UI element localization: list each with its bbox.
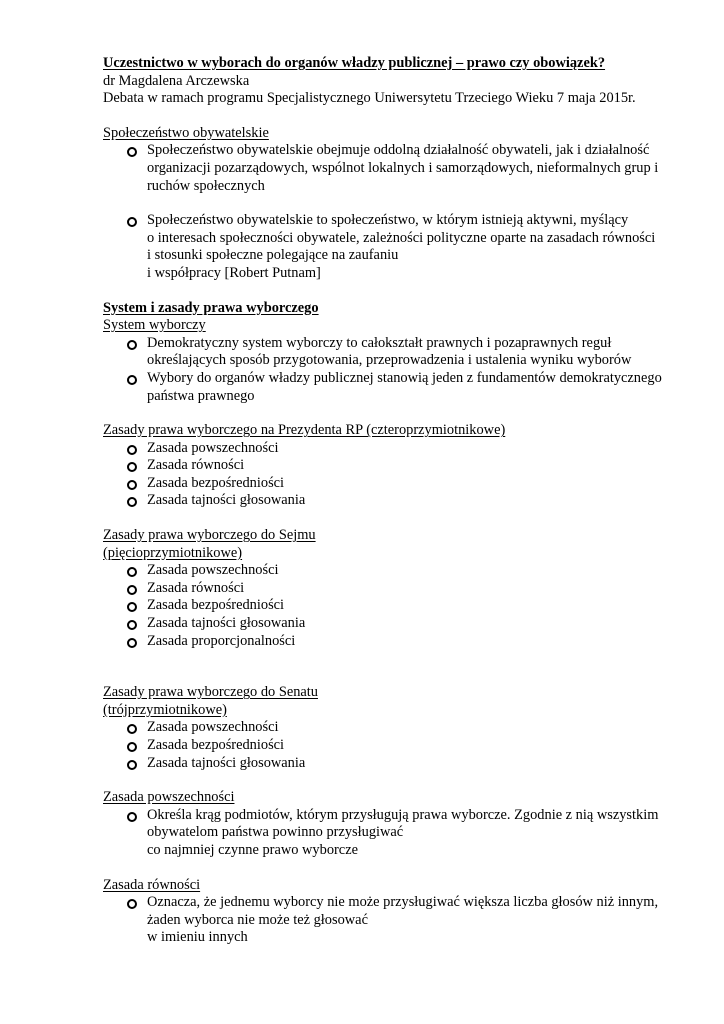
document-page bbox=[103, 55, 673, 947]
document-title: Uczestnictwo w wyborach do organów władzy publicznej – prawo czy obowiązek? bbox=[103, 55, 606, 71]
system-heading: System i zasady prawa wyborczego bbox=[103, 299, 319, 316]
civil-society-heading: Społeczeństwo obywatelskie bbox=[103, 124, 269, 141]
list-item: Zasada równości bbox=[103, 580, 673, 598]
list-item: Zasada powszechności bbox=[103, 562, 673, 580]
list-item-line: Określa krąg podmiotów, którym przysługują prawa wyborcze. Zgodnie z nią wszystkim bbox=[147, 806, 659, 823]
list-item-line: żaden wyborca nie może też głosować bbox=[147, 911, 368, 928]
list-item bbox=[103, 894, 673, 947]
equality-heading: Zasada równości bbox=[103, 876, 201, 893]
system-subheading: System wyborczy bbox=[103, 317, 206, 334]
senat-list bbox=[103, 719, 673, 772]
list-item-line: i stosunki społeczne polegające na zaufaniu bbox=[147, 247, 399, 264]
president-list bbox=[103, 440, 673, 510]
universality-heading: Zasada powszechności bbox=[103, 789, 235, 806]
president-heading: Zasady prawa wyborczego na Prezydenta RP (czteroprzymiotnikowe) bbox=[103, 422, 506, 439]
sejm-heading-sub: (pięcioprzymiotnikowe) bbox=[103, 544, 243, 561]
list-item: Zasada tajności głosowania bbox=[103, 492, 673, 510]
universality-list bbox=[103, 807, 673, 860]
sejm-heading: Zasady prawa wyborczego do Sejmu bbox=[103, 527, 316, 544]
list-item-line: co najmniej czynne prawo wyborcze bbox=[147, 841, 358, 858]
system-list bbox=[103, 335, 673, 405]
senat-heading: Zasady prawa wyborczego do Senatu bbox=[103, 684, 318, 701]
list-item-line: o interesach społeczności obywatele, zależności polityczne oparte na zasadach równości bbox=[147, 229, 656, 246]
list-item-line: Społeczeństwo obywatelskie to społeczeństwo, w którym istnieją aktywni, myślący bbox=[147, 212, 629, 229]
list-item-line: i współpracy [Robert Putnam] bbox=[147, 264, 321, 281]
author-line: dr Magdalena Arczewska bbox=[103, 72, 250, 89]
civil-society-list bbox=[103, 142, 673, 195]
list-item bbox=[103, 807, 673, 860]
list-item: Zasada bezpośredniości bbox=[103, 737, 673, 755]
list-item: Zasada tajności głosowania bbox=[103, 615, 673, 633]
list-item-line: w imieniu innych bbox=[147, 929, 248, 946]
list-item bbox=[103, 142, 673, 195]
list-item: Zasada równości bbox=[103, 457, 673, 475]
list-item: Zasada bezpośredniości bbox=[103, 597, 673, 615]
list-item: Zasada proporcjonalności bbox=[103, 633, 673, 651]
list-item bbox=[103, 370, 673, 405]
list-item bbox=[103, 335, 673, 370]
equality-list bbox=[103, 894, 673, 947]
list-item-line: organizacji pozarządowych, wspólnot lokalnych i samorządowych, nieformalnych grup i bbox=[147, 159, 659, 176]
list-item bbox=[103, 212, 673, 282]
list-item: Zasada bezpośredniości bbox=[103, 475, 673, 493]
list-item: Zasada powszechności bbox=[103, 440, 673, 458]
civil-society-list-2 bbox=[103, 212, 673, 282]
list-item-line: ruchów społecznych bbox=[147, 177, 265, 194]
event-line: Debata w ramach programu Specjalistycznego Uniwersytetu Trzeciego Wieku 7 maja 2015r. bbox=[103, 90, 636, 107]
list-item-line: państwa prawnego bbox=[147, 387, 255, 404]
list-item-line: obywatelom państwa powinno przysługiwać bbox=[147, 824, 404, 841]
list-item-line: Wybory do organów władzy publicznej stanowią jeden z fundamentów demokratycznego bbox=[147, 369, 662, 386]
sejm-list bbox=[103, 562, 673, 650]
list-item-line: Społeczeństwo obywatelskie obejmuje oddolną działalność obywateli, jak i działalność bbox=[147, 142, 650, 159]
senat-heading-sub: (trójprzymiotnikowe) bbox=[103, 701, 227, 718]
list-item-line: Demokratyczny system wyborczy to całokształt prawnych i pozaprawnych reguł bbox=[147, 334, 612, 351]
list-item-line: określających sposób przygotowania, przeprowadzenia i ustalenia wyniku wyborów bbox=[147, 352, 632, 369]
list-item: Zasada powszechności bbox=[103, 719, 673, 737]
list-item-line: Oznacza, że jednemu wyborcy nie może przysługiwać większa liczba głosów niż innym, bbox=[147, 894, 659, 911]
list-item: Zasada tajności głosowania bbox=[103, 755, 673, 773]
